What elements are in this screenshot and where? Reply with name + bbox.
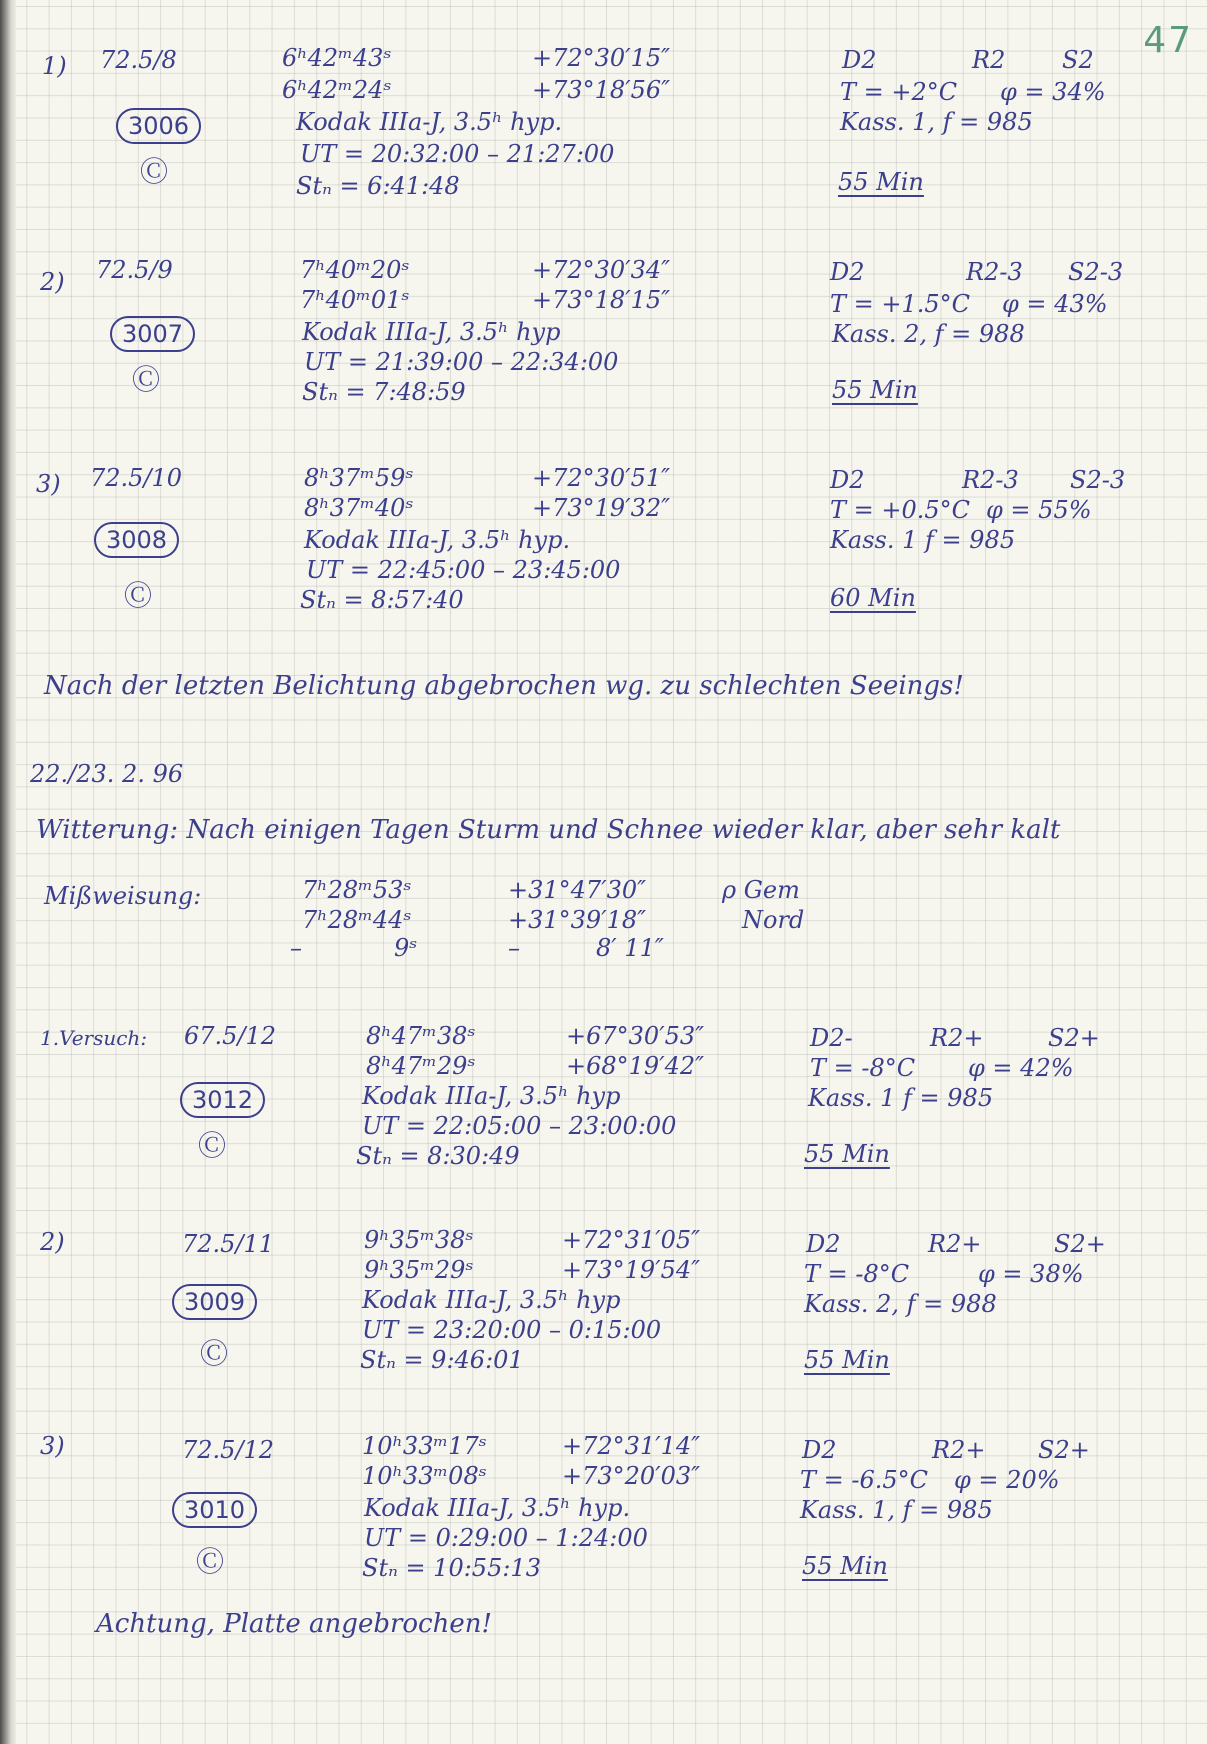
cassette: Kass. 2, f = 988 — [804, 1290, 997, 1318]
sidereal-time: Stₙ = 8:57:40 — [300, 586, 464, 614]
dec-start: +72°30′34″ — [532, 256, 671, 284]
entry-index: 2) — [40, 268, 65, 296]
seeing-s: S2+ — [1054, 1230, 1106, 1258]
dec-start: +72°30′15″ — [532, 44, 671, 72]
ut-range: UT = 22:05:00 – 23:00:00 — [362, 1112, 677, 1140]
dec-end: +68°19′42″ — [566, 1052, 705, 1080]
field-id: 72.5/11 — [182, 1230, 275, 1258]
exposure-duration: 60 Min — [830, 584, 916, 612]
check-mark: Ⓒ — [196, 1545, 225, 1578]
cassette: Kass. 2, f = 988 — [832, 320, 1025, 348]
ra-end: 7ʰ40ᵐ01ˢ — [300, 286, 410, 314]
ra-start: 7ʰ40ᵐ20ˢ — [300, 256, 410, 284]
ra-start: 9ʰ35ᵐ38ˢ — [364, 1226, 474, 1254]
dec-start: +72°31′05″ — [562, 1226, 701, 1254]
plate-warning-note: Achtung, Platte angebrochen! — [96, 1609, 492, 1639]
plate-number: 3009 — [172, 1284, 257, 1320]
seeing-r: R2 — [972, 46, 1006, 74]
seeing-s: S2-3 — [1070, 466, 1126, 494]
exposure-duration: 55 Min — [804, 1140, 890, 1168]
plate-number: 3007 — [110, 316, 195, 352]
sidereal-time: Stₙ = 6:41:48 — [296, 172, 460, 200]
misweisung-ra-2: 7ʰ28ᵐ44ˢ — [302, 906, 412, 934]
check-mark: Ⓒ — [198, 1129, 227, 1162]
seeing-s: S2+ — [1038, 1436, 1090, 1464]
misweisung-dec-2: +31°39′18″ — [508, 906, 647, 934]
emulsion: Kodak IIIa-J, 3.5ʰ hyp — [362, 1286, 621, 1314]
ra-end: 6ʰ42ᵐ24ˢ — [282, 76, 392, 104]
temperature: T = +0.5°C — [830, 496, 971, 524]
notebook-spine — [0, 0, 16, 1744]
seeing-d: D2 — [830, 258, 865, 286]
ut-range: UT = 21:39:00 – 22:34:00 — [304, 348, 619, 376]
temperature: T = -6.5°C — [800, 1466, 929, 1494]
seeing-s: S2 — [1062, 46, 1094, 74]
humidity: φ = 43% — [1002, 290, 1108, 318]
weather-note: Witterung: Nach einigen Tagen Sturm und Schnee wieder klar, aber sehr kalt — [36, 815, 1061, 845]
humidity: φ = 55% — [986, 496, 1092, 524]
abort-note: Nach der letzten Belichtung abgebrochen wg. zu schlechten Seeings! — [44, 671, 964, 701]
field-id: 72.5/10 — [90, 464, 183, 492]
dec-end: +73°18′15″ — [532, 286, 671, 314]
dec-end: +73°19′32″ — [532, 494, 671, 522]
emulsion: Kodak IIIa-J, 3.5ʰ hyp — [302, 318, 561, 346]
minus-sign: – — [290, 934, 302, 962]
misweisung-ra-diff: 9ˢ — [394, 934, 418, 962]
misweisung-label: Mißweisung: — [44, 882, 202, 910]
dec-end: +73°19′54″ — [562, 1256, 701, 1284]
check-mark: Ⓒ — [132, 363, 161, 396]
ra-start: 8ʰ47ᵐ38ˢ — [366, 1022, 476, 1050]
humidity: φ = 20% — [954, 1466, 1060, 1494]
misweisung-dec-diff: 8′ 11″ — [596, 934, 664, 962]
temperature: T = +2°C — [840, 78, 958, 106]
misweisung-ra-1: 7ʰ28ᵐ53ˢ — [302, 876, 412, 904]
ut-range: UT = 22:45:00 – 23:45:00 — [306, 556, 621, 584]
emulsion: Kodak IIIa-J, 3.5ʰ hyp. — [364, 1494, 631, 1522]
seeing-r: R2-3 — [966, 258, 1023, 286]
emulsion: Kodak IIIa-J, 3.5ʰ hyp. — [304, 526, 571, 554]
field-id: 72.5/9 — [96, 256, 173, 284]
sidereal-time: Stₙ = 9:46:01 — [360, 1346, 524, 1374]
cassette: Kass. 1, f = 985 — [840, 108, 1033, 136]
exposure-duration: 55 Min — [832, 376, 918, 404]
entry-index: 3) — [40, 1432, 65, 1460]
ut-range: UT = 20:32:00 – 21:27:00 — [300, 140, 615, 168]
ra-end: 9ʰ35ᵐ29ˢ — [364, 1256, 474, 1284]
minus-sign: – — [508, 934, 520, 962]
check-mark: Ⓒ — [140, 155, 169, 188]
seeing-d: D2 — [802, 1436, 837, 1464]
dec-start: +72°31′14″ — [562, 1432, 701, 1460]
page-number: 47 — [1143, 20, 1193, 61]
seeing-r: R2-3 — [962, 466, 1019, 494]
dec-start: +72°30′51″ — [532, 464, 671, 492]
temperature: T = -8°C — [804, 1260, 910, 1288]
seeing-d: D2 — [830, 466, 865, 494]
temperature: T = +1.5°C — [830, 290, 971, 318]
ut-range: UT = 23:20:00 – 0:15:00 — [362, 1316, 662, 1344]
humidity: φ = 34% — [1000, 78, 1106, 106]
ra-start: 10ʰ33ᵐ17ˢ — [362, 1432, 487, 1460]
dec-end: +73°20′03″ — [562, 1462, 701, 1490]
emulsion: Kodak IIIa-J, 3.5ʰ hyp — [362, 1082, 621, 1110]
temperature: T = -8°C — [810, 1054, 916, 1082]
cassette: Kass. 1 f = 985 — [808, 1084, 994, 1112]
check-mark: Ⓒ — [124, 579, 153, 612]
entry-index: 1) — [42, 52, 67, 80]
reference-star-note: Nord — [742, 906, 805, 934]
seeing-r: R2+ — [928, 1230, 982, 1258]
exposure-duration: 55 Min — [802, 1552, 888, 1580]
emulsion: Kodak IIIa-J, 3.5ʰ hyp. — [296, 108, 563, 136]
exposure-duration: 55 Min — [838, 168, 924, 196]
plate-number: 3008 — [94, 522, 179, 558]
humidity: φ = 42% — [968, 1054, 1074, 1082]
observation-date: 22./23. 2. 96 — [30, 760, 184, 788]
entry-index: 3) — [36, 470, 61, 498]
sidereal-time: Stₙ = 10:55:13 — [362, 1554, 541, 1582]
seeing-d: D2 — [842, 46, 877, 74]
entry-index: 1.Versuch: — [40, 1026, 148, 1050]
dec-start: +67°30′53″ — [566, 1022, 705, 1050]
check-mark: Ⓒ — [200, 1337, 229, 1370]
ra-end: 8ʰ47ᵐ29ˢ — [366, 1052, 476, 1080]
ra-start: 8ʰ37ᵐ59ˢ — [304, 464, 414, 492]
misweisung-dec-1: +31°47′30″ — [508, 876, 647, 904]
field-id: 72.5/12 — [182, 1436, 275, 1464]
humidity: φ = 38% — [978, 1260, 1084, 1288]
dec-end: +73°18′56″ — [532, 76, 671, 104]
ra-start: 6ʰ42ᵐ43ˢ — [282, 44, 392, 72]
entry-index: 2) — [40, 1228, 65, 1256]
ut-range: UT = 0:29:00 – 1:24:00 — [364, 1524, 648, 1552]
reference-star: ρ Gem — [722, 876, 800, 904]
seeing-d: D2- — [810, 1024, 853, 1052]
plate-number: 3006 — [116, 108, 201, 144]
sidereal-time: Stₙ = 7:48:59 — [302, 378, 466, 406]
ra-end: 10ʰ33ᵐ08ˢ — [362, 1462, 487, 1490]
plate-number: 3010 — [172, 1492, 257, 1528]
seeing-s: S2-3 — [1068, 258, 1124, 286]
exposure-duration: 55 Min — [804, 1346, 890, 1374]
field-id: 67.5/12 — [184, 1022, 277, 1050]
ra-end: 8ʰ37ᵐ40ˢ — [304, 494, 414, 522]
seeing-r: R2+ — [932, 1436, 986, 1464]
cassette: Kass. 1, f = 985 — [800, 1496, 993, 1524]
seeing-r: R2+ — [930, 1024, 984, 1052]
sidereal-time: Stₙ = 8:30:49 — [356, 1142, 520, 1170]
seeing-d: D2 — [806, 1230, 841, 1258]
cassette: Kass. 1 f = 985 — [830, 526, 1016, 554]
field-id: 72.5/8 — [100, 46, 177, 74]
seeing-s: S2+ — [1048, 1024, 1100, 1052]
plate-number: 3012 — [180, 1082, 265, 1118]
